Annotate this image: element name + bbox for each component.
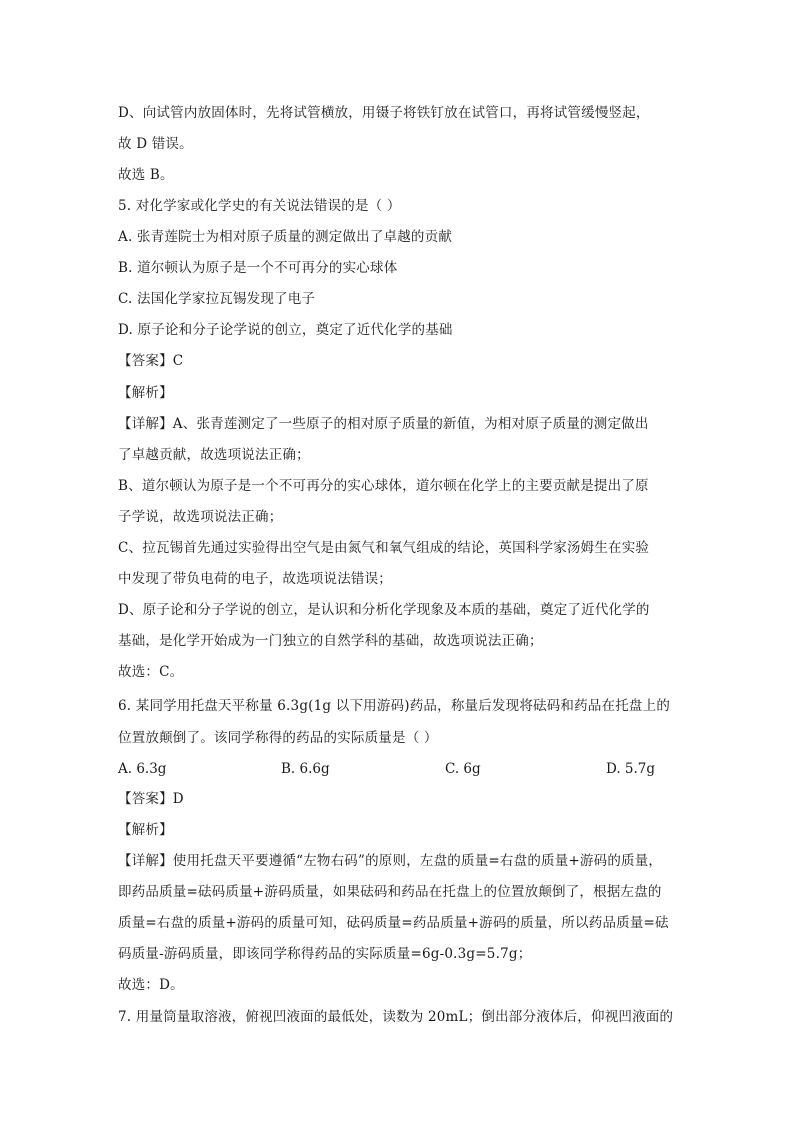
explanation-line: 子学说，故选项说法正确； xyxy=(118,509,283,525)
question-6-stem: 位置放颠倒了。该同学称得的药品的实际质量是（ ） xyxy=(118,730,438,746)
question-5-option-a: A. 张青莲院士为相对原子质量的测定做出了卓越的贡献 xyxy=(118,229,453,245)
explanation-line: 码质量-游码质量，即该同学称得药品的实际质量=6g-0.3g=5.7g； xyxy=(118,946,532,962)
choice-line: 故选：D。 xyxy=(118,977,184,993)
question-6-options xyxy=(118,760,678,778)
text-line: D、向试管内放固体时，先将试管横放，用镊子将铁钉放在试管口，再将试管缓慢竖起， xyxy=(118,105,650,121)
text-line: 故 D 错误。 xyxy=(118,136,193,152)
question-6-option-a: A. 6.3g xyxy=(118,761,167,777)
text-line: 故选 B。 xyxy=(118,167,174,183)
answer-label: 【答案】D xyxy=(118,791,184,807)
explanation-line: 【详解】A、张青莲测定了一些原子的相对原子质量的新值，为相对原子质量的测定做出 xyxy=(118,416,649,432)
analysis-label: 【解析】 xyxy=(118,822,173,838)
question-5-option-b: B. 道尔顿认为原子是一个不可再分的实心球体 xyxy=(118,260,398,276)
question-5-stem: 5. 对化学家或化学史的有关说法错误的是（ ） xyxy=(118,198,401,214)
question-6-option-d: D. 5.7g xyxy=(606,761,656,777)
explanation-line: 了卓越贡献，故选项说法正确； xyxy=(118,447,310,463)
question-6-stem: 6. 某同学用托盘天平称量 6.3g(1g 以下用游码)药品，称量后发现将砝码和药品在托盘上的 xyxy=(118,698,671,714)
explanation-line: B、道尔顿认为原子是一个不可再分的实心球体，道尔顿在化学上的主要贡献是提出了原 xyxy=(118,478,649,494)
question-5-option-d: D. 原子论和分子论学说的创立，奠定了近代化学的基础 xyxy=(118,322,453,338)
explanation-line: 即药品质量=砝码质量+游码质量，如果砝码和药品在托盘上的位置放颠倒了，根据左盘的 xyxy=(118,884,662,900)
question-6-option-b: B. 6.6g xyxy=(281,761,330,777)
question-5-option-c: C. 法国化学家拉瓦锡发现了电子 xyxy=(118,291,316,307)
explanation-line: 中发现了带负电荷的电子，故选项说法错误； xyxy=(118,571,392,587)
choice-line: 故选：C。 xyxy=(118,664,184,680)
question-6-option-c: C. 6g xyxy=(445,761,481,777)
analysis-label: 【解析】 xyxy=(118,385,173,401)
explanation-line: D、原子论和分子学说的创立，是认识和分析化学现象及本质的基础，奠定了近代化学的 xyxy=(118,602,650,618)
explanation-line: C、拉瓦锡首先通过实验得出空气是由氮气和氧气组成的结论，英国科学家汤姆生在实验 xyxy=(118,540,650,556)
explanation-line: 基础，是化学开始成为一门独立的自然学科的基础，故选项说法正确； xyxy=(118,633,543,649)
explanation-line: 【详解】使用托盘天平要遵循“左物右码”的原则，左盘的质量=右盘的质量+游码的质量， xyxy=(118,853,663,869)
answer-label: 【答案】C xyxy=(118,353,184,369)
explanation-line: 质量=右盘的质量+游码的质量可知，砝码质量=药品质量+游码的质量，所以药品质量=砝 xyxy=(118,915,669,931)
question-7-stem: 7. 用量筒量取溶液，俯视凹液面的最低处，读数为 20mL；倒出部分液体后，仰视凹液面的 xyxy=(118,1009,674,1025)
